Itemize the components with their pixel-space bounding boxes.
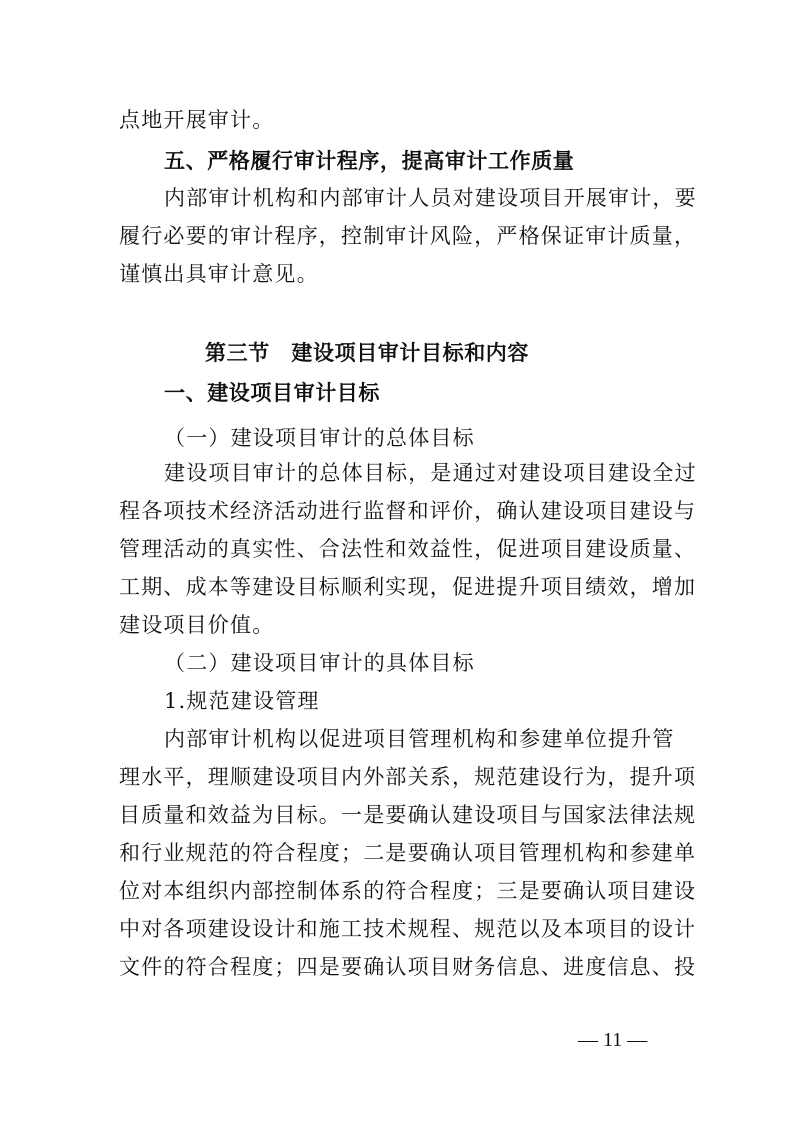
- subheading-2: （二）建设项目审计的具体目标: [164, 651, 475, 675]
- text-line-18: 目质量和效益为目标。一是要确认建设项目与国家法律法规: [119, 803, 697, 827]
- text-line-10: 程各项技术经济活动进行监督和评价，确认建设项目建设与: [119, 499, 697, 523]
- chapter-section-title: 第三节 建设项目审计目标和内容: [205, 341, 529, 365]
- section-heading-5: 五、严格履行审计程序，提高审计工作质量: [164, 149, 575, 173]
- text-line-16: 内部审计机构以促进项目管理机构和参建单位提升管: [164, 727, 675, 751]
- text-line-3: 内部审计机构和内部审计人员对建设项目开展审计，要: [164, 186, 697, 210]
- text-line-20: 位对本组织内部控制体系的符合程度；三是要确认项目建设: [119, 879, 697, 903]
- text-line-5: 谨慎出具审计意见。: [119, 262, 319, 286]
- text-line-1: 点地开展审计。: [119, 108, 275, 132]
- page-number: — 11 —: [578, 1029, 648, 1051]
- heading-1: 一、建设项目审计目标: [164, 381, 380, 405]
- text-line-4: 履行必要的审计程序，控制审计风险，严格保证审计质量，: [119, 224, 697, 248]
- text-line-21: 中对各项建设设计和施工技术规程、规范以及本项目的设计: [119, 917, 697, 941]
- text-line-19: 和行业规范的符合程度；二是要确认项目管理机构和参建单: [119, 841, 697, 865]
- text-line-12: 工期、成本等建设目标顺利实现，促进提升项目绩效，增加: [119, 575, 697, 599]
- text-line-22: 文件的符合程度；四是要确认项目财务信息、进度信息、投: [119, 955, 697, 979]
- text-line-17: 理水平，理顺建设项目内外部关系，规范建设行为，提升项: [119, 765, 697, 789]
- text-line-9: 建设项目审计的总体目标，是通过对建设项目建设全过: [164, 461, 697, 485]
- subheading-1: （一）建设项目审计的总体目标: [164, 426, 475, 450]
- text-line-11: 管理活动的真实性、合法性和效益性，促进项目建设质量、: [119, 537, 697, 561]
- text-line-13: 建设项目价值。: [119, 613, 275, 637]
- numbered-heading-1: 1.规范建设管理: [164, 689, 320, 713]
